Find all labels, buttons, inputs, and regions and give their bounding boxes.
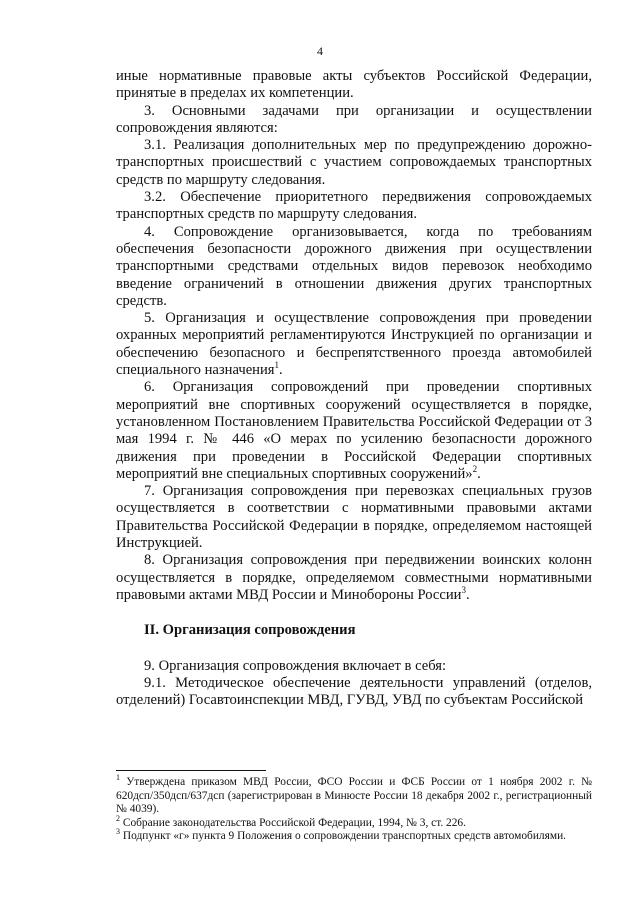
body-text (116, 68, 592, 709)
footnote-ref-2[interactable]: 2 (472, 463, 478, 474)
footnote-1: $^1$ Утверждена приказом МВД России, ФСО России и ФСБ России от 1 ноября 2002 г. № 620дсп/350дсп/637дсп (зарегистрирован в Минюсте России 18 декабря 2002 г., регистрационный № 4039). (116, 773, 592, 816)
footnotes (116, 773, 592, 844)
section-heading: II. Организация сопровождения (144, 622, 356, 639)
paragraph-3: 3. Основными задачами при организации и осуществлении сопровождения являются: (116, 102, 592, 136)
footnote-3: $^3$ Подпункт «г» пункта 9 Положения о сопровождении транспортных средств автомобилями. (116, 827, 567, 843)
footnote-2: $^2$ Собрание законодательства Российской Федерации, 1994, № 3, ст. 226. (116, 813, 466, 829)
paragraph-3-2: 3.2. Обеспечение приоритетного передвижения сопровождаемых транспортных средств по маршруту следования. (116, 189, 592, 223)
footnote-mark-3: 3 (116, 827, 120, 837)
paragraph-9: 9. Организация сопровождения включает в себя: (144, 657, 447, 674)
paragraph-6: 6. Организация сопровождений при проведении спортивных мероприятий вне спортивных сооружений осуществляется в порядке, установленном Постановлением Правительства Российской Федерации от 3 мая 1994 г. № 446 «О мерах по усилению безопасности дорожного движения при проведении в Российской Федерации спортивных мероприятий вне специальных спортивных сооружений»$^2$. (116, 379, 592, 482)
paragraph-8: 8. Организация сопровождения при передвижении воинских колонн осуществляется в порядке, определяемом совместными нормативными правовыми актами МВД России и Минобороны России$^3$. (116, 552, 592, 603)
paragraph-5: 5. Организация и осуществление сопровождения при проведении охранных мероприятий регламентируются Инструкцией по организации и обеспечению безопасного и беспрепятственного проезда автомобилей специального назначения$^1$. (116, 310, 592, 379)
footnote-mark-2: 2 (116, 813, 120, 823)
footnote-ref-1[interactable]: 1 (274, 360, 280, 371)
paragraph-9-1: 9.1. Методическое обеспечение деятельности управлений (отделов, отделений) Госавтоинспекции МВД, ГУВД, УВД по субъектам Российской (116, 674, 592, 709)
paragraph-4: 4. Сопровождение организовывается, когда по требованиям обеспечения безопасности дорожного движения при осуществлении транспортными средствами отдельных видов перевозок необходимо введение ограничений в отношении движения других транспортных средств. (116, 223, 592, 309)
paragraph-3-1: 3.1. Реализация дополнительных мер по предупреждению дорожно-транспортных происшествий с участием сопровождаемых транспортных средств по маршруту следования. (116, 137, 592, 188)
footnote-ref-3[interactable]: 3 (461, 585, 466, 596)
footnote-divider (116, 770, 266, 771)
paragraph-7: 7. Организация сопровождения при перевозках специальных грузов осуществляется в соответствии с нормативными правовыми актами Правительства Российской Федерации в порядке, определяемом настоящей Инструкцией. (116, 483, 592, 552)
paragraph-continuation: иные нормативные правовые акты субъектов Российской Федерации, принятые в пределах их компетенции. (116, 68, 592, 102)
footnote-mark-1: 1 (116, 773, 120, 783)
page-number: 4 (317, 44, 323, 58)
